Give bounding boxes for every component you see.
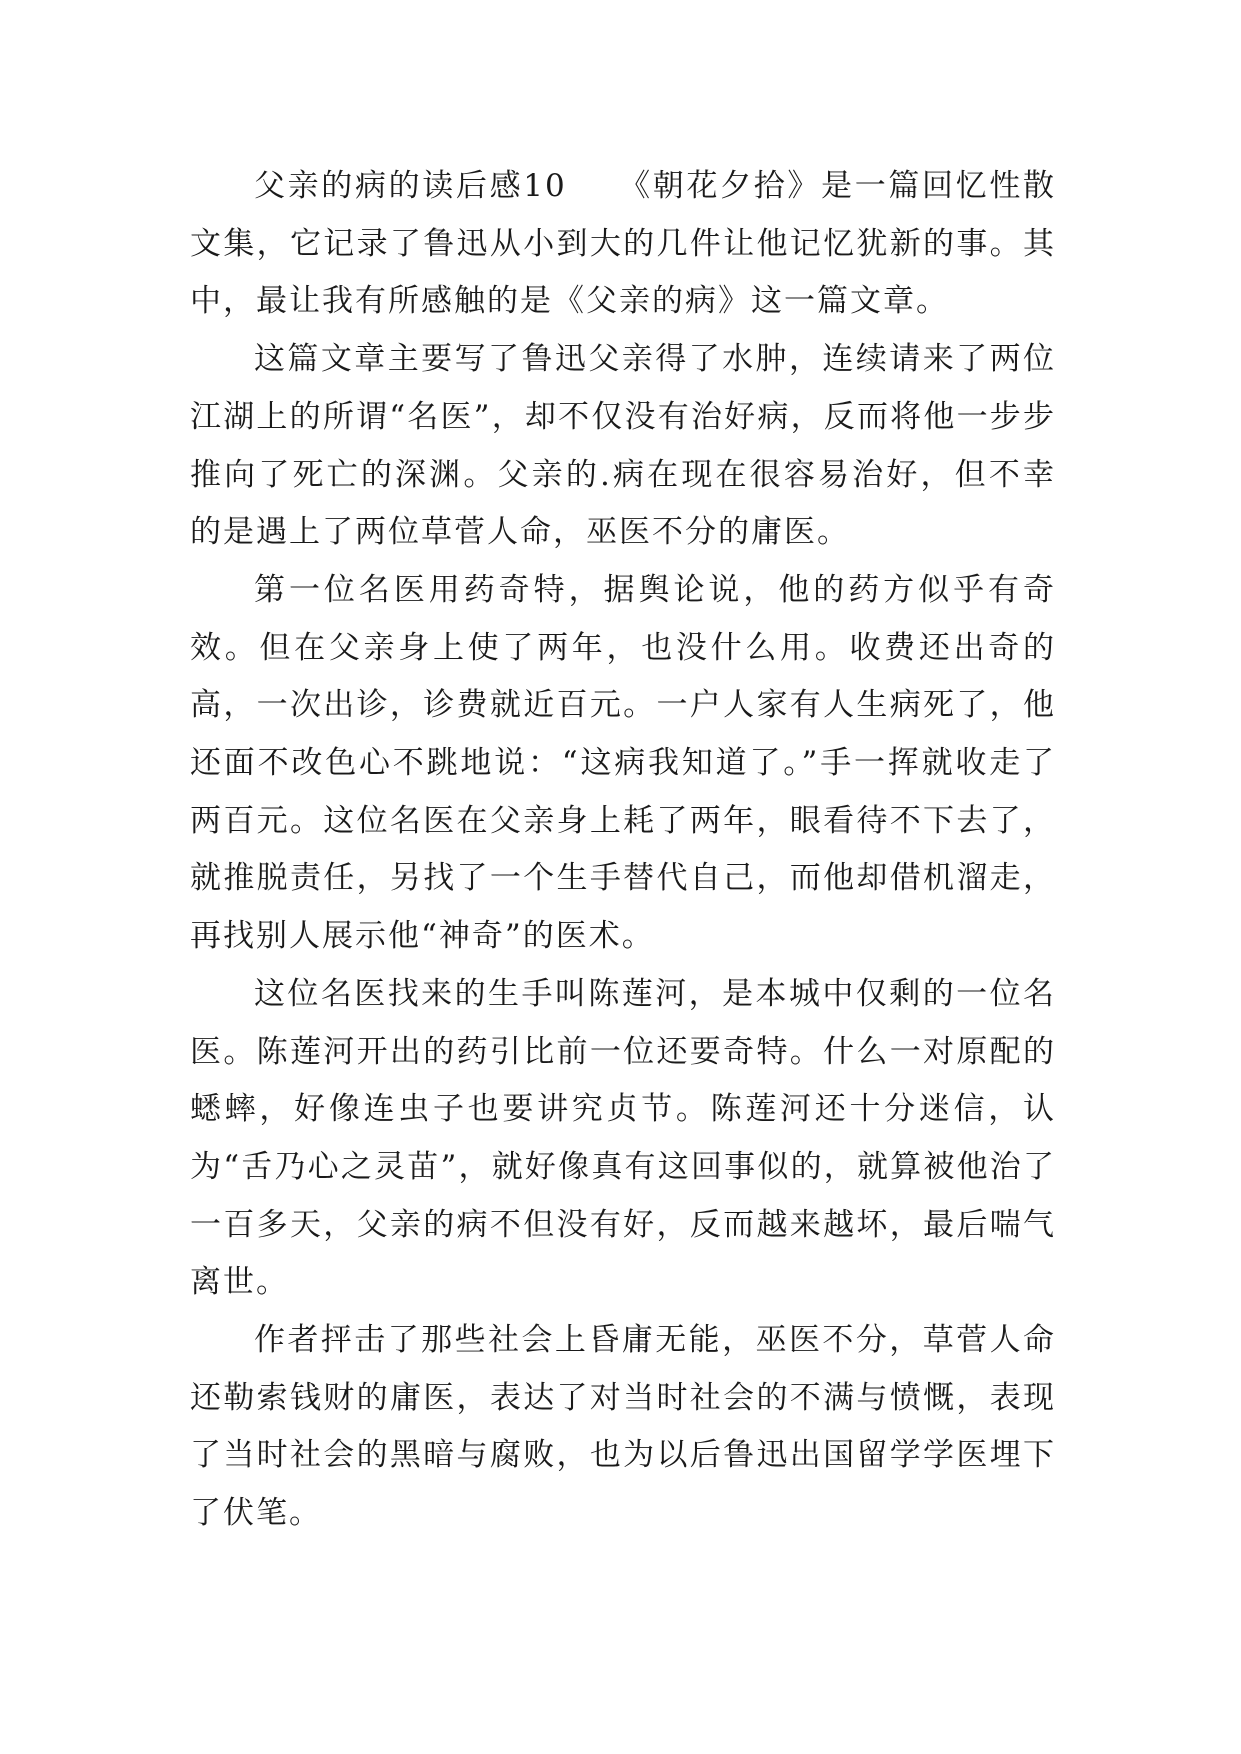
document-body bbox=[190, 158, 1056, 1543]
paragraph-4: 这位名医找来的生手叫陈莲河，是本城中仅剩的一位名医。陈莲河开出的药引比前一位还要奇特。什么一对原配的蟋蟀，好像连虫子也要讲究贞节。陈莲河还十分迷信，认为“舌乃心之灵苗”，就好像真有这回事似的，就算被他治了一百多天，父亲的病不但没有好，反而越来越坏，最后喘气离世。 bbox=[190, 975, 1056, 1301]
paragraph-5: 作者抨击了那些社会上昏庸无能，巫医不分，草菅人命还勒索钱财的庸医，表达了对当时社会的不满与愤慨，表现了当时社会的黑暗与腐败，也为以后鲁迅出国留学学医埋下了伏笔。 bbox=[190, 1322, 1056, 1532]
paragraph-3: 第一位名医用药奇特，据舆论说，他的药方似乎有奇效。但在父亲身上使了两年，也没什么用。收费还出奇的高，一次出诊，诊费就近百元。一户人家有人生病死了，他还面不改色心不跳地说：“这病我知道了。”手一挥就收走了两百元。这位名医在父亲身上耗了两年，眼看待不下去了，就推脱责任，另找了一个生手替代自己，而他却借机溜走，再找别人展示他“神奇”的医术。 bbox=[190, 571, 1056, 955]
paragraph-2: 这篇文章主要写了鲁迅父亲得了水肿，连续请来了两位江湖上的所谓“名医”，却不仅没有治好病，反而将他一步步推向了死亡的深渊。父亲的.病在现在很容易治好，但不幸的是遇上了两位草菅人命，巫医不分的庸医。 bbox=[190, 341, 1056, 551]
paragraph-1: 父亲的病的读后感10 《朝花夕拾》是一篇回忆性散文集，它记录了鲁迅从小到大的几件让他记忆犹新的事。其中，最让我有所感触的是《父亲的病》这一篇文章。 bbox=[190, 168, 1056, 320]
